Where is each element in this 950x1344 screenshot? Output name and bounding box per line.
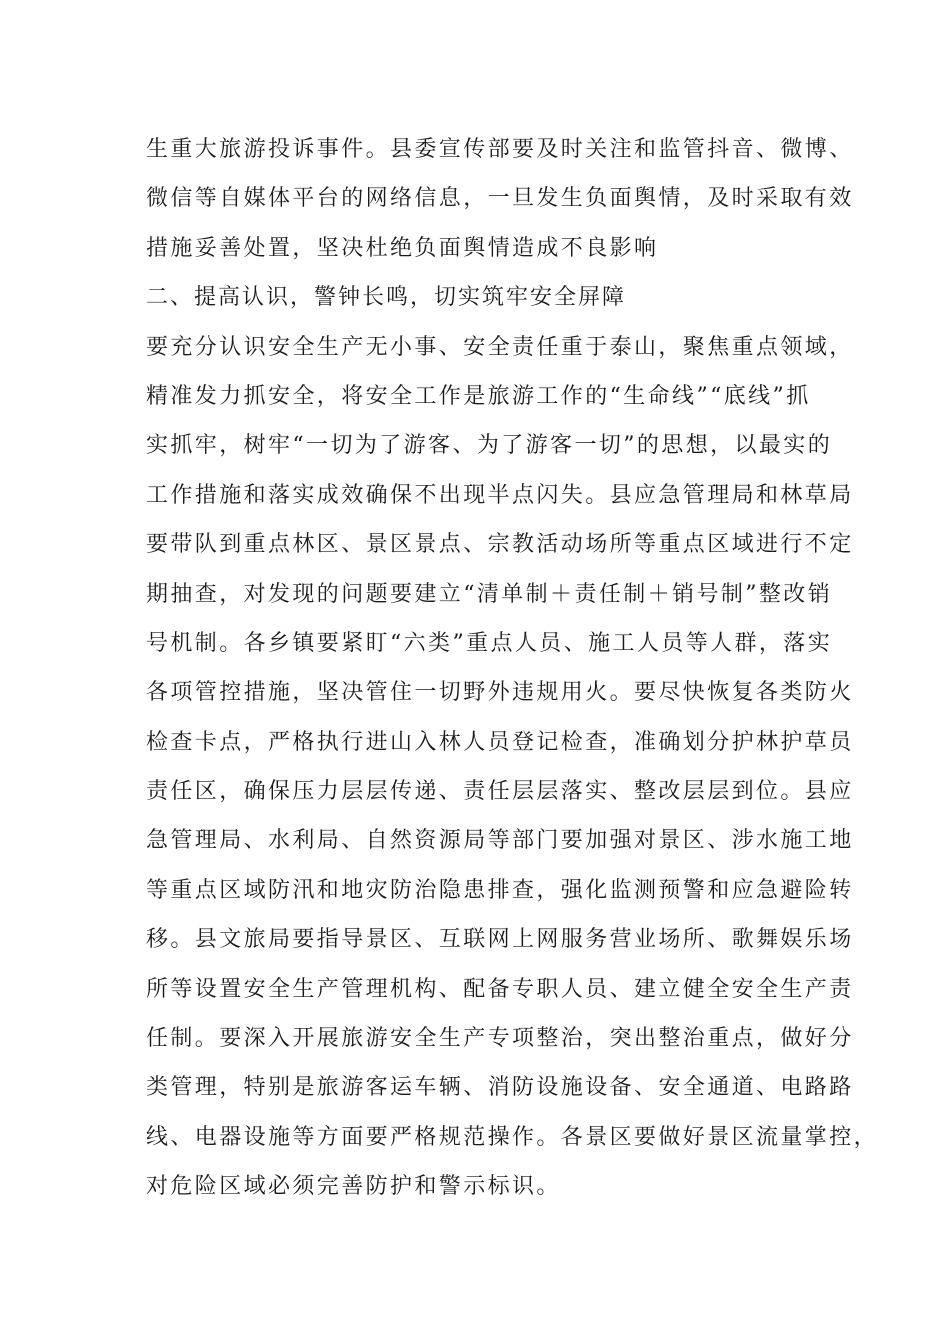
text-line: 号机制。各乡镇要紧盯“六类”重点人员、施工人员等人群，落实 <box>146 630 833 656</box>
text-line: 要带队到重点林区、景区景点、宗教活动场所等重点区域进行不定 <box>146 532 854 558</box>
text-line: 所等设置安全生产管理机构、配备专职人员、建立健全安全生产责 <box>146 976 854 1002</box>
text-line: 急管理局、水利局、自然资源局等部门要加强对景区、涉水施工地 <box>146 828 854 854</box>
text-line: 措施妥善处置，坚决杜绝负面舆情造成不良影响 <box>146 235 659 261</box>
text-line: 移。县文旅局要指导景区、互联网上网服务营业场所、歌舞娱乐场 <box>146 927 854 953</box>
text-line: 线、电器设施等方面要严格规范操作。各景区要做好景区流量掌控， <box>146 1124 879 1150</box>
text-line: 各项管控措施，坚决管住一切野外违规用火。要尽快恢复各类防火 <box>146 680 854 706</box>
text-line: 任制。要深入开展旅游安全生产专项整治，突出整治重点，做好分 <box>146 1026 854 1052</box>
section-heading: 二、提高认识，警钟长鸣，切实筑牢安全屏障 <box>146 285 627 311</box>
text-line: 等重点区域防汛和地灾防治隐患排查，强化监测预警和应急避险转 <box>146 877 854 903</box>
text-line: 期抽查，对发现的问题要建立“清单制＋责任制＋销号制”整改销 <box>146 581 833 607</box>
text-line: 要充分认识安全生产无小事、安全责任重于泰山，聚焦重点领域， <box>146 334 854 360</box>
text-line: 类管理，特别是旅游客运车辆、消防设施设备、安全通道、电路路 <box>146 1075 854 1101</box>
body-text <box>146 125 879 1212</box>
text-line: 工作措施和落实成效确保不出现半点闪失。县应急管理局和林草局 <box>146 482 854 508</box>
text-line: 精准发力抓安全，将安全工作是旅游工作的“生命线”“底线”抓 <box>146 383 811 409</box>
text-line: 微信等自媒体平台的网络信息，一旦发生负面舆情，及时采取有效 <box>146 186 854 212</box>
text-line: 生重大旅游投诉事件。县委宣传部要及时关注和监管抖音、微博、 <box>146 137 854 162</box>
text-line: 实抓牢，树牢“一切为了游客、为了游客一切”的思想，以最实的 <box>146 433 833 459</box>
text-line: 责任区，确保压力层层传递、责任层层落实、整改层层到位。县应 <box>146 779 854 805</box>
text-line: 对危险区域必须完善防护和警示标识。 <box>146 1174 561 1200</box>
text-line: 检查卡点，严格执行进山入林人员登记检查，准确划分护林护草员 <box>146 729 854 755</box>
